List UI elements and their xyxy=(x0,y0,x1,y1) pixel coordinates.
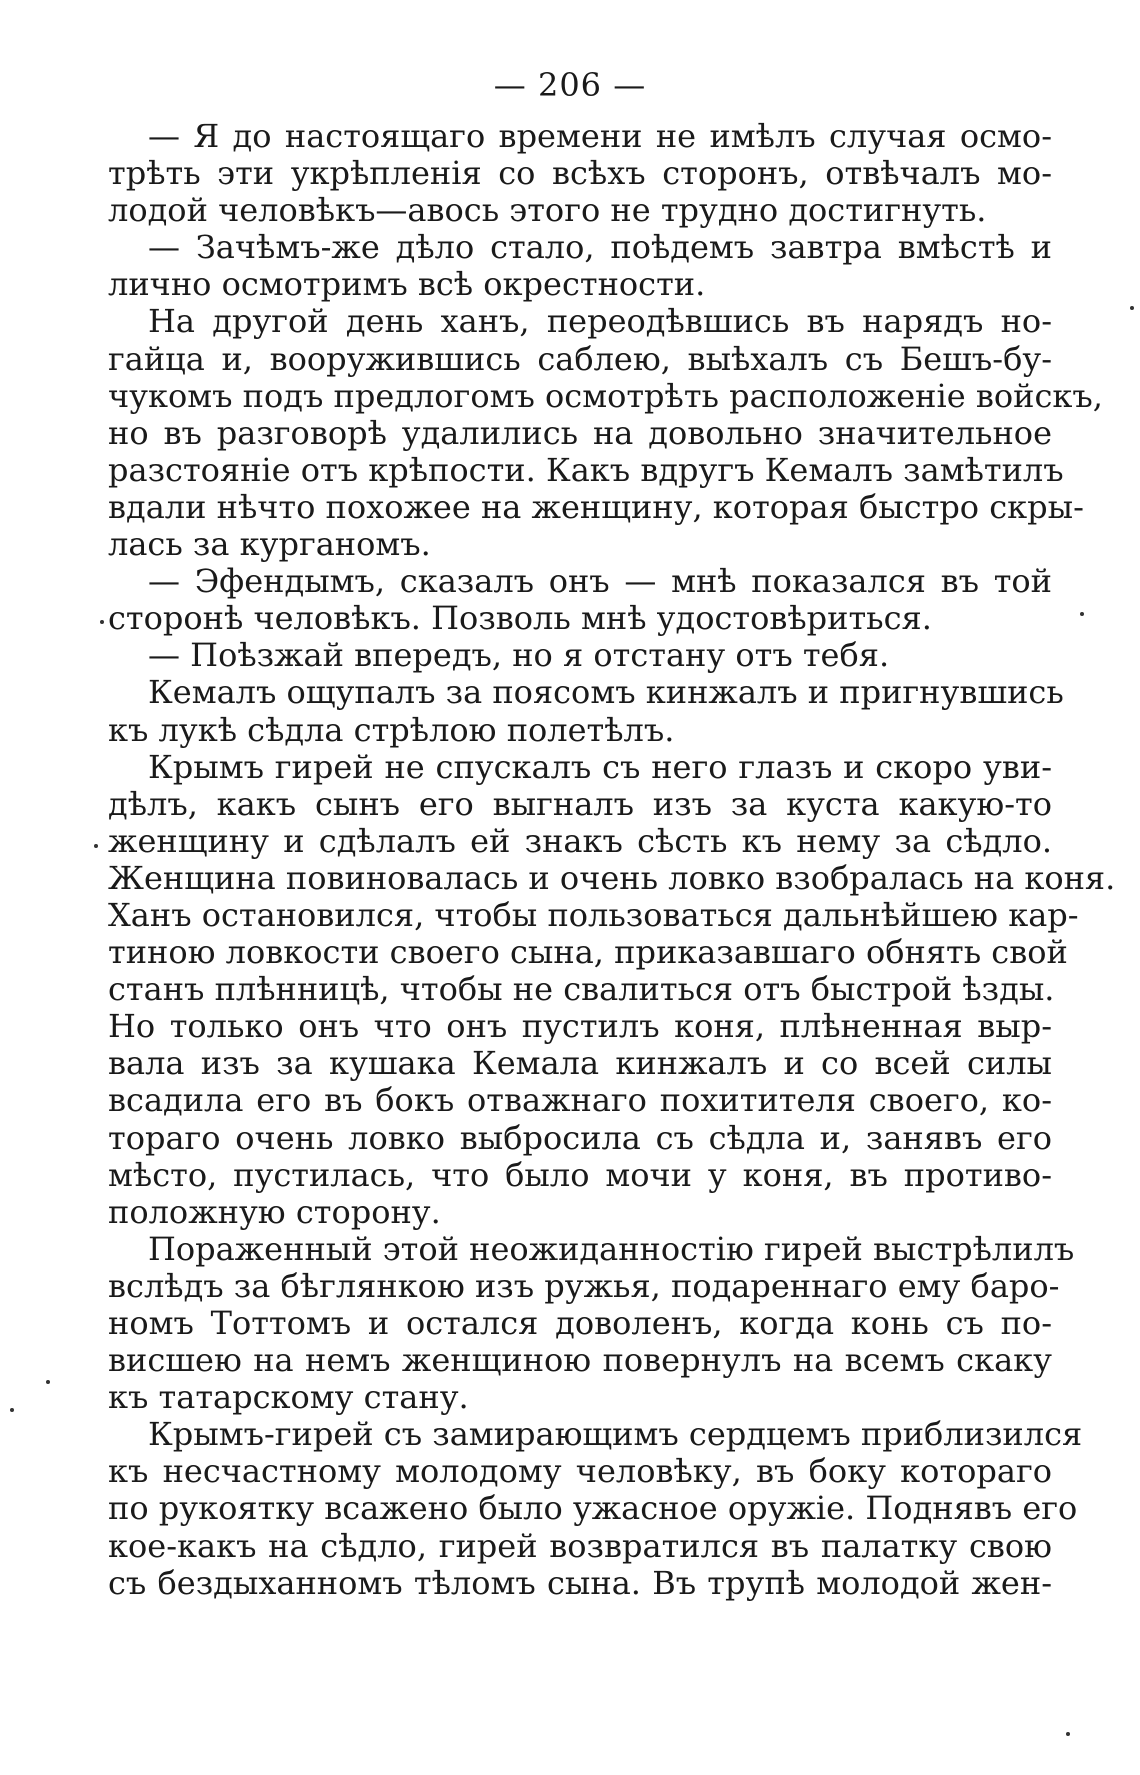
text-line: — Эфендымъ, сказалъ онъ — мнѣ показался въ той xyxy=(148,562,1052,601)
text-line: гайца и, вооружившись саблею, выѣхалъ съ Бешъ-бу- xyxy=(108,339,1052,378)
text-line: сторонѣ человѣкъ. Позволь мнѣ удостовѣриться. xyxy=(108,599,932,638)
text-line: вала изъ за кушака Кемала кинжалъ и со всей силы xyxy=(108,1044,1052,1083)
text-line: лодой человѣкъ—авось этого не трудно достигнуть. xyxy=(108,191,987,230)
text-line: номъ Тоттомъ и остался доволенъ, когда конь съ по- xyxy=(108,1304,1052,1342)
text-line: по рукоятку всажено было ужасное оружіе. Поднявъ его xyxy=(108,1489,1078,1528)
text-line: кое-какъ на сѣдло, гирей возвратился въ палатку свою xyxy=(108,1526,1052,1565)
text-line: лась за курганомъ. xyxy=(108,525,431,564)
margin-speck xyxy=(94,844,98,848)
margin-speck xyxy=(100,620,104,624)
margin-speck xyxy=(1130,306,1134,310)
text-line: тораго очень ловко выбросила съ сѣдла и, занявъ его xyxy=(108,1118,1052,1157)
text-line: женщину и сдѣлалъ ей знакъ сѣсть къ нему за сѣдло. xyxy=(108,821,1052,860)
text-line: — Зачѣмъ-же дѣло стало, поѣдемъ завтра вмѣстѣ и xyxy=(148,228,1052,267)
text-line: съ бездыханномъ тѣломъ сына. Въ трупѣ молодой жен- xyxy=(108,1563,1052,1602)
body-text xyxy=(108,117,1116,1602)
text-line: станъ плѣнницѣ, чтобы не свалиться отъ быстрой ѣзды. xyxy=(108,970,1055,1009)
text-line: Крымъ-гирей съ замирающимъ сердцемъ приблизился xyxy=(148,1415,1083,1454)
text-line: На другой день ханъ, переодѣвшись въ нарядъ но- xyxy=(148,302,1052,341)
text-line: но въ разговорѣ удалились на довольно значительное xyxy=(108,413,1052,452)
text-line: Ханъ остановился, чтобы пользоваться дальнѣйшею кар- xyxy=(108,895,1079,934)
text-line: къ несчастному молодому человѣку, въ боку котораго xyxy=(108,1452,1052,1491)
margin-speck xyxy=(10,1408,14,1412)
text-line: чукомъ подъ предлогомъ осмотрѣть расположеніе войскъ, xyxy=(108,376,1103,415)
text-line: Но только онъ что онъ пустилъ коня, плѣненная выр- xyxy=(108,1007,1052,1046)
text-line: къ татарскому стану. xyxy=(108,1378,469,1417)
page-number: — 206 — xyxy=(493,66,647,104)
margin-speck xyxy=(1066,1732,1070,1736)
text-line: Женщина повиновалась и очень ловко взобралась на коня. xyxy=(108,858,1116,897)
text-line: трѣть эти укрѣпленія со всѣхъ сторонъ, отвѣчалъ мо- xyxy=(108,154,1052,193)
text-line: висшею на немъ женщиною повернулъ на всемъ скаку xyxy=(108,1341,1052,1380)
text-line: дѣлъ, какъ сынъ его выгналъ изъ за куста какую-то xyxy=(108,784,1052,823)
text-line: Кемалъ ощупалъ за поясомъ кинжалъ и пригнувшись xyxy=(148,673,1064,712)
text-line: — Я до настоящаго времени не имѣлъ случая осмо- xyxy=(148,117,1052,155)
text-line: тиною ловкости своего сына, приказавшаго обнять свой xyxy=(108,933,1068,972)
text-line: къ лукѣ сѣдла стрѣлою полетѣлъ. xyxy=(108,710,675,749)
text-line: разстояніе отъ крѣпости. Какъ вдругъ Кемалъ замѣтилъ xyxy=(108,450,1064,489)
text-line: всадила его въ бокъ отважнаго похитителя своего, ко- xyxy=(108,1081,1052,1120)
text-line: Крымъ гирей не спускалъ съ него глазъ и скоро уви- xyxy=(148,747,1052,786)
margin-speck xyxy=(46,1380,50,1384)
text-line: вдали нѣчто похожее на женщину, которая быстро скры- xyxy=(108,487,1084,526)
text-line: вслѣдъ за бѣглянкою изъ ружья, подареннаго ему баро- xyxy=(108,1266,1060,1305)
text-line: лично осмотримъ всѣ окрестности. xyxy=(108,265,706,304)
text-line: — Поѣзжай впередъ, но я отстану отъ тебя. xyxy=(148,636,890,675)
text-line: положную сторону. xyxy=(108,1192,441,1231)
text-line: Пораженный этой неожиданностію гирей выстрѣлилъ xyxy=(148,1229,1075,1268)
margin-speck xyxy=(1080,612,1084,616)
text-line: мѣсто, пустилась, что было мочи у коня, въ противо- xyxy=(108,1155,1052,1194)
